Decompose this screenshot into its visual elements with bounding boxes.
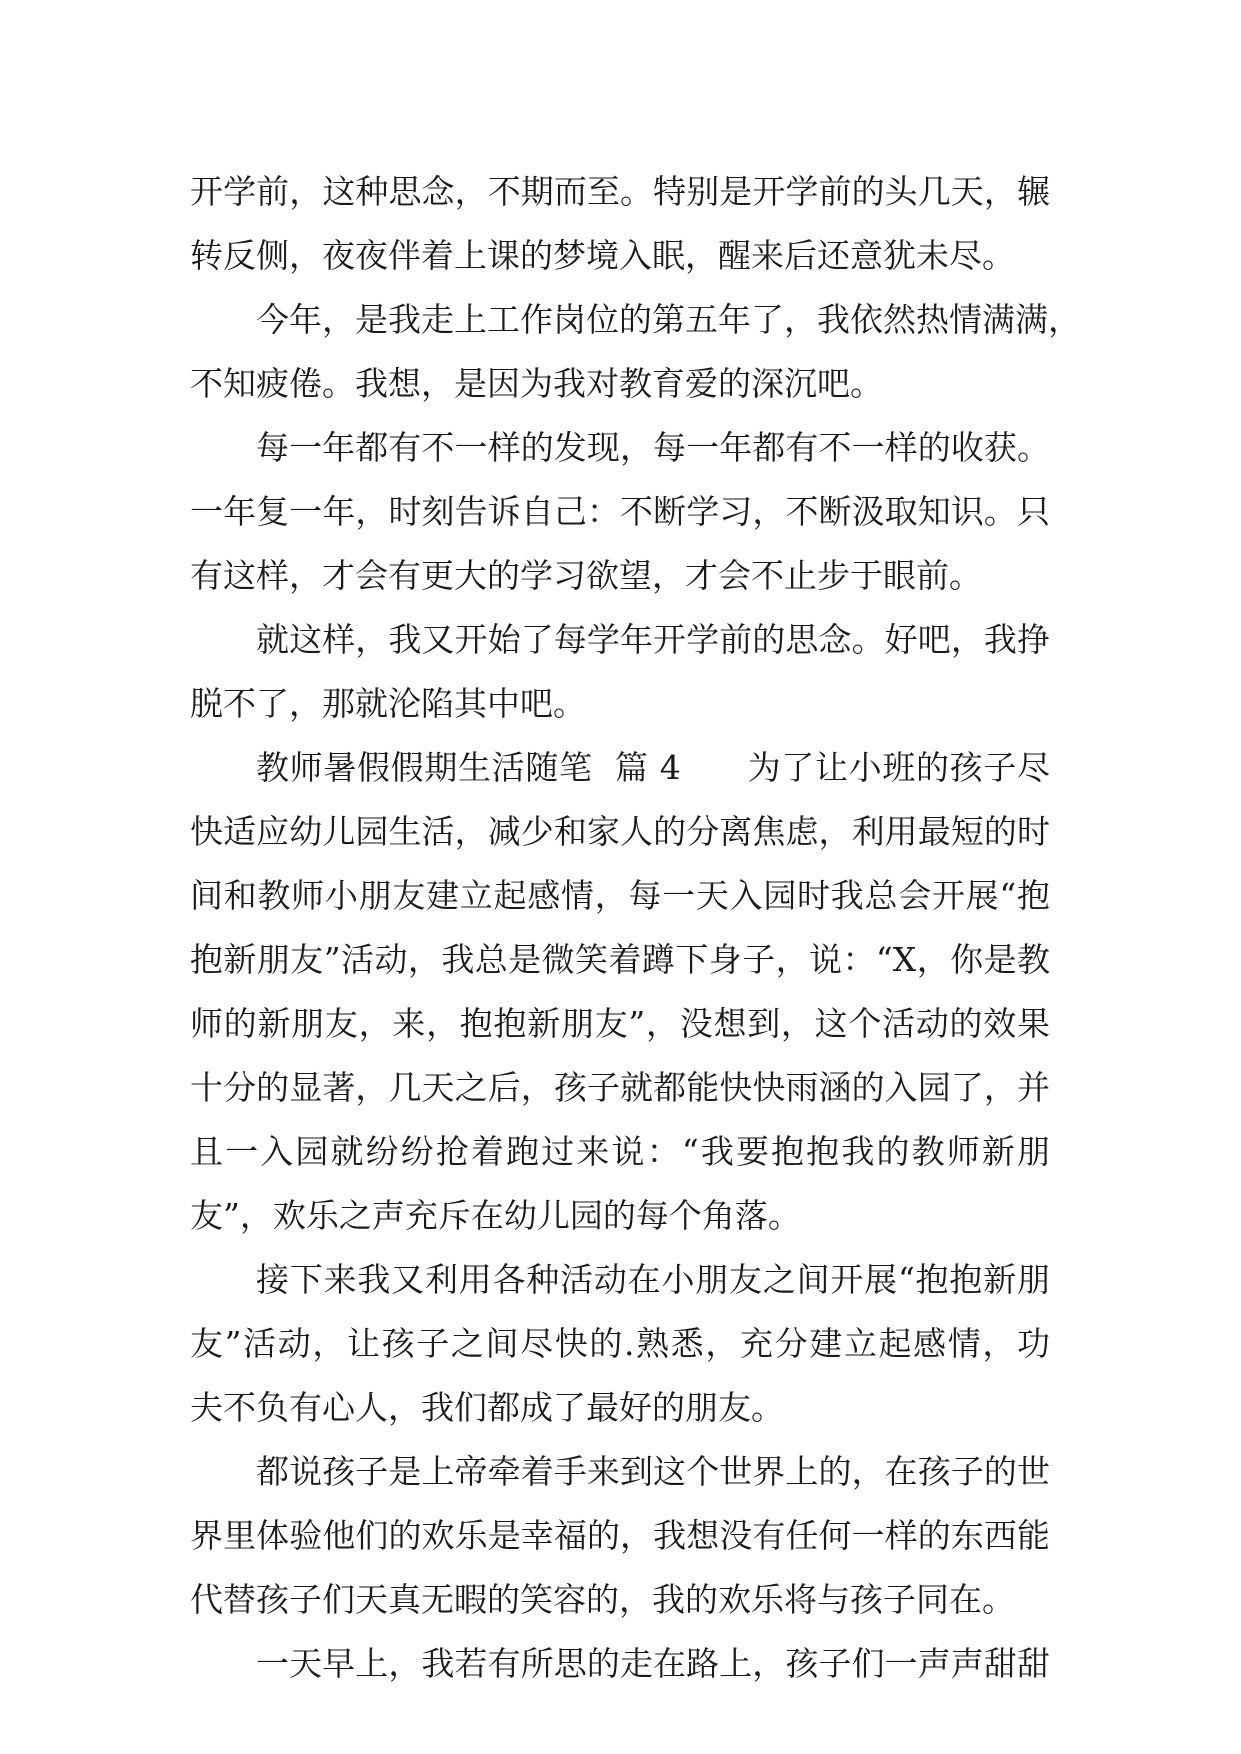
text-line: 接下来我又利用各种活动在小朋友之间开展“抱抱新朋 — [256, 1260, 1050, 1299]
text-line: 开学前，这种思念，不期而至。特别是开学前的头几天，辗 — [190, 172, 1050, 211]
text-line: 夫不负有心人，我们都成了最好的朋友。 — [190, 1388, 784, 1427]
text-line: 脱不了，那就沦陷其中吧。 — [190, 684, 586, 723]
text-line: 抱新朋友”活动，我总是微笑着蹲下身子，说：“X，你是教 — [190, 940, 1050, 979]
text-line: 师的新朋友，来，抱抱新朋友”，没想到，这个活动的效果 — [190, 1004, 1050, 1043]
text-line: 友”活动，让孩子之间尽快的.熟悉，充分建立起感情，功 — [190, 1324, 1050, 1363]
body-text — [190, 160, 1081, 1696]
text-line: 代替孩子们天真无暇的笑容的，我的欢乐将与孩子同在。 — [190, 1580, 1015, 1619]
text-line: 且一入园就纷纷抢着跑过来说：“我要抱抱我的教师新朋 — [190, 1132, 1050, 1171]
text-line: 今年，是我走上工作岗位的第五年了，我依然热情满满， — [256, 300, 1081, 339]
text-line: 就这样，我又开始了每学年开学前的思念。好吧，我挣 — [256, 620, 1050, 659]
text-line: 友”，欢乐之声充斥在幼儿园的每个角落。 — [190, 1196, 801, 1235]
text-line: 转反侧，夜夜伴着上课的梦境入眠，醒来后还意犹未尽。 — [190, 236, 1015, 275]
section-heading-line: 教师暑假假期生活随笔 篇 4 为了让小班的孩子尽 — [256, 748, 1050, 787]
text-line: 一年复一年，时刻告诉自己：不断学习，不断汲取知识。只 — [190, 492, 1050, 531]
text-line: 有这样，才会有更大的学习欲望，才会不止步于眼前。 — [190, 556, 982, 595]
text-line: 每一年都有不一样的发现，每一年都有不一样的收获。 — [256, 428, 1050, 467]
text-line: 间和教师小朋友建立起感情，每一天入园时我总会开展“抱 — [190, 876, 1050, 915]
text-line: 都说孩子是上帝牵着手来到这个世界上的，在孩子的世 — [256, 1452, 1050, 1491]
text-line: 十分的显著，几天之后，孩子就都能快快雨涵的入园了，并 — [190, 1068, 1050, 1107]
text-line: 不知疲倦。我想，是因为我对教育爱的深沉吧。 — [190, 364, 883, 403]
text-line: 界里体验他们的欢乐是幸福的，我想没有任何一样的东西能 — [190, 1516, 1050, 1555]
text-line: 一天早上，我若有所思的走在路上，孩子们一声声甜甜 — [256, 1644, 1050, 1683]
text-line: 快适应幼儿园生活，减少和家人的分离焦虑，利用最短的时 — [190, 812, 1050, 851]
